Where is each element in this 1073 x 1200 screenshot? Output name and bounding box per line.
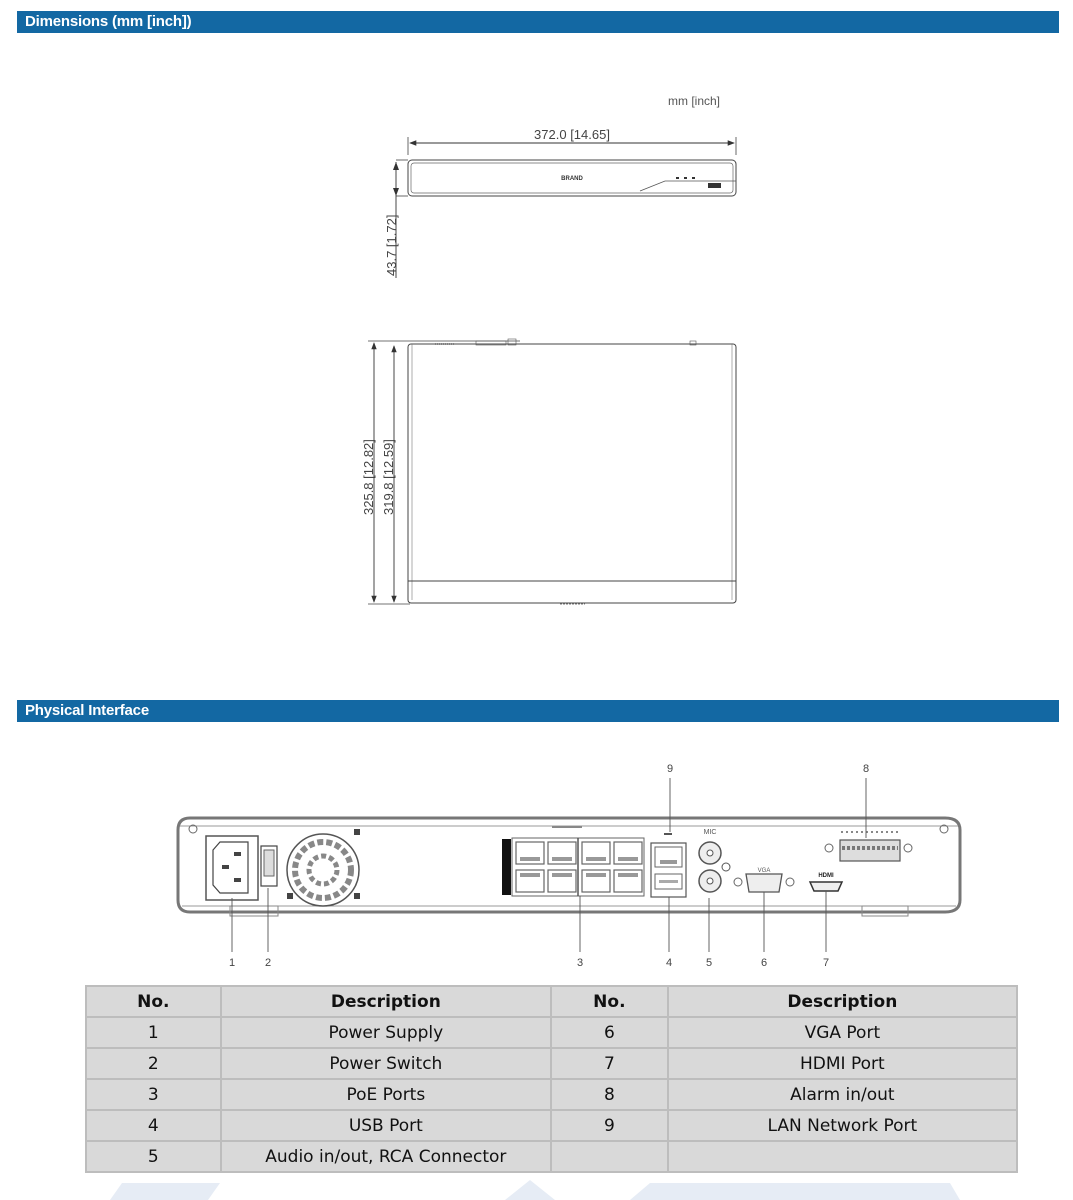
height-dimension: 43.7 [1.72] <box>384 214 399 276</box>
callout-8: 8 <box>862 763 870 775</box>
cell-description: Power Supply <box>221 1017 551 1048</box>
cell-no <box>551 1141 668 1172</box>
table-row <box>86 1141 1017 1172</box>
table-row <box>86 1079 1017 1110</box>
callout-4: 4 <box>665 957 673 969</box>
cell-no: 3 <box>86 1079 221 1110</box>
cell-description: PoE Ports <box>221 1079 551 1110</box>
table-row <box>86 1048 1017 1079</box>
header-description: Description <box>668 986 1017 1017</box>
cell-no: 5 <box>86 1141 221 1172</box>
cell-no: 8 <box>551 1079 668 1110</box>
cell-description: Alarm in/out <box>668 1079 1017 1110</box>
power-switch <box>261 846 277 886</box>
audio-rca-connectors <box>699 829 730 892</box>
hdmi-port <box>810 873 842 891</box>
header-no: No. <box>86 986 221 1017</box>
hdmi-label: HDMI <box>818 873 834 879</box>
cell-description <box>668 1141 1017 1172</box>
section-header-physical-interface: Physical Interface <box>17 700 1059 722</box>
depth-inner-dimension: 319.8 [12.59] <box>381 439 396 515</box>
cell-no: 4 <box>86 1110 221 1141</box>
cell-description: Audio in/out, RCA Connector <box>221 1141 551 1172</box>
cell-no: 9 <box>551 1110 668 1141</box>
callout-3: 3 <box>576 957 584 969</box>
cell-description: LAN Network Port <box>668 1110 1017 1141</box>
mic-label: MIC <box>703 829 717 836</box>
callout-9: 9 <box>666 763 674 775</box>
fan-grille <box>287 829 360 906</box>
cell-description: Power Switch <box>221 1048 551 1079</box>
cell-no: 7 <box>551 1048 668 1079</box>
background-watermark <box>0 1180 1073 1200</box>
front-view <box>384 127 736 278</box>
section-header-dimensions: Dimensions (mm [inch]) <box>17 11 1059 33</box>
callout-5: 5 <box>705 957 713 969</box>
callout-1: 1 <box>228 957 236 969</box>
callout-6: 6 <box>760 957 768 969</box>
front-logo: BRAND <box>561 176 583 182</box>
vga-label: VGA <box>757 868 771 874</box>
rear-panel-drawing <box>0 750 1073 980</box>
depth-outer-dimension: 325.8 [12.82] <box>361 439 376 515</box>
top-view <box>361 339 736 604</box>
header-description: Description <box>221 986 551 1017</box>
cell-description: VGA Port <box>668 1017 1017 1048</box>
unit-label: mm [inch] <box>668 94 721 108</box>
cell-no: 6 <box>551 1017 668 1048</box>
interface-table <box>85 985 1018 1173</box>
alarm-terminal-block <box>825 832 912 861</box>
dimensions-drawing <box>0 40 1073 690</box>
table-row <box>86 1017 1017 1048</box>
table-header-row <box>86 986 1017 1017</box>
cell-no: 2 <box>86 1048 221 1079</box>
lan-usb-block <box>651 834 686 897</box>
table-row <box>86 1110 1017 1141</box>
power-supply-socket <box>206 836 258 900</box>
poe-ports <box>502 826 644 896</box>
callout-7: 7 <box>822 957 830 969</box>
cell-description: HDMI Port <box>668 1048 1017 1079</box>
callout-2: 2 <box>264 957 272 969</box>
vga-port <box>734 868 794 892</box>
cell-description: USB Port <box>221 1110 551 1141</box>
width-dimension: 372.0 [14.65] <box>534 127 610 142</box>
header-no: No. <box>551 986 668 1017</box>
cell-no: 1 <box>86 1017 221 1048</box>
